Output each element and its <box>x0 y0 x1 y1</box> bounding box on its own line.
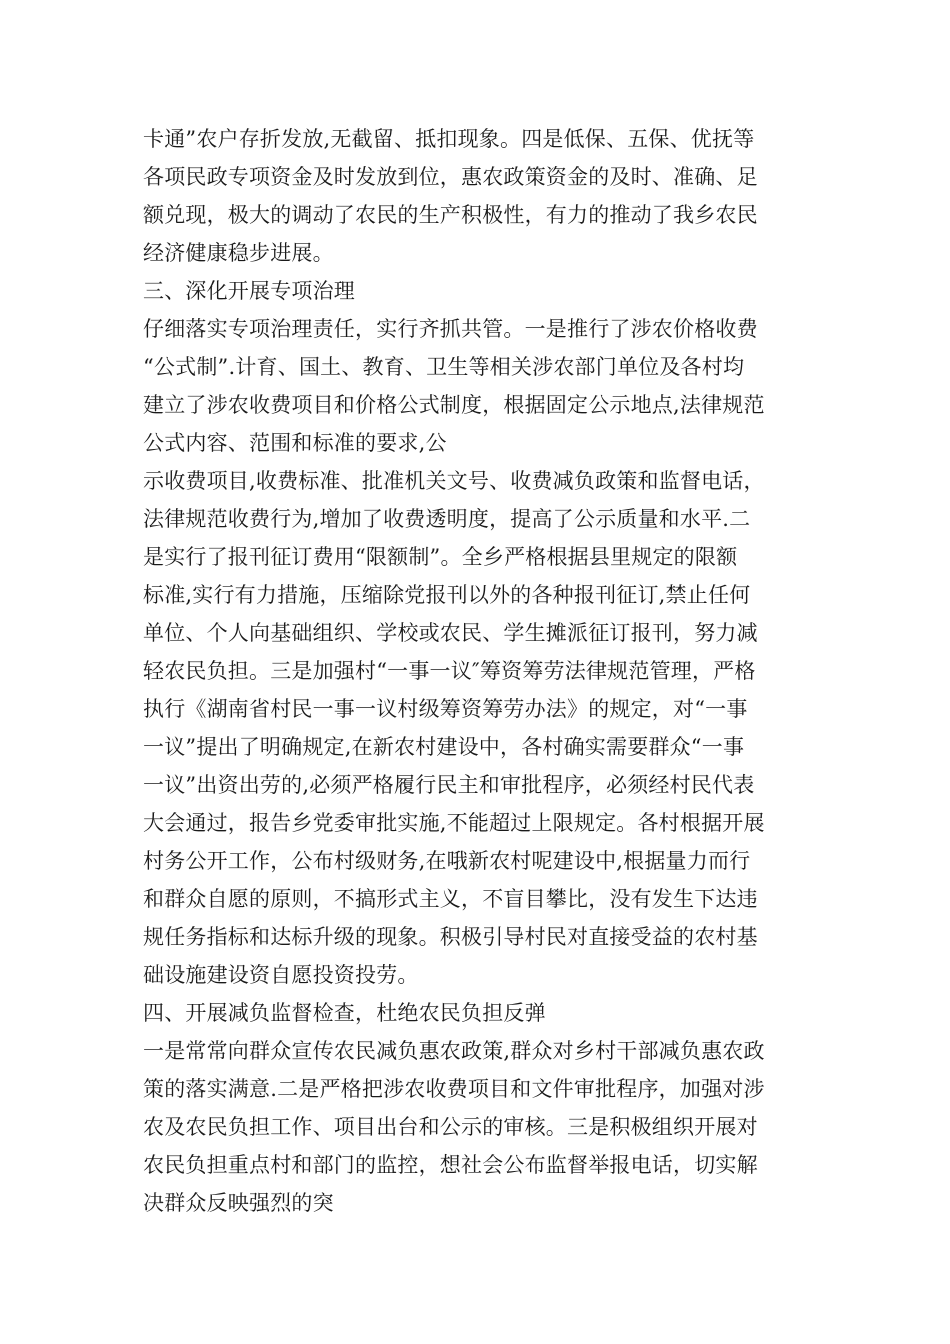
text-line: 大会通过，报告乡党委审批实施,不能超过上限规定。各村根据开展 <box>143 811 765 835</box>
text-line: 法律规范收费行为,增加了收费透明度，提高了公示质量和水平.二 <box>143 507 751 531</box>
text-line: 建立了涉农收费项目和价格公式制度，根据固定公示地点,法律规范 <box>143 393 765 417</box>
text-line: 卡通”农户存折发放,无截留、抵扣现象。四是低保、五保、优抚等 <box>143 127 755 151</box>
text-line: 执行《湖南省村民一事一议村级筹资筹劳办法》的规定，对“一事 <box>143 697 748 721</box>
text-line: 各项民政专项资金及时发放到位，惠农政策资金的及时、准确、足 <box>143 165 758 189</box>
text-line: 仔细落实专项治理责任，实行齐抓共管。一是推行了涉农价格收费 <box>143 317 758 341</box>
text-line: 经济健康稳步进展。 <box>143 241 334 265</box>
text-line: 是实行了报刊征订费用“限额制”。全乡严格根据县里规定的限额 <box>143 545 738 569</box>
text-line: 轻农民负担。三是加强村“一事一议″筹资筹劳法律规范管理，严格 <box>143 659 756 683</box>
section-heading: 三、深化开展专项治理 <box>143 279 355 303</box>
text-line: 单位、个人向基础组织、学校或农民、学生摊派征订报刊，努力减 <box>143 621 758 645</box>
text-line: 础设施建设资自愿投资投劳。 <box>143 963 419 987</box>
text-line: 一议”提出了明确规定,在新农村建设中，各村确实需要群众“一事 <box>143 735 745 759</box>
section-heading: 四、开展减负监督检查，杜绝农民负担反弹 <box>143 1001 546 1025</box>
document-body <box>143 120 833 1222</box>
text-line: 农民负担重点村和部门的监控，想社会公布监督举报电话，切实解 <box>143 1153 758 1177</box>
text-line: 公式内容、范围和标准的要求,公 <box>143 431 447 455</box>
text-line: 村务公开工作，公布村级财务,在哦新农村呢建设中,根据量力而行 <box>143 849 751 873</box>
text-line: 一是常常向群众宣传农民减负惠农政策,群众对乡村干部减负惠农政 <box>143 1039 765 1063</box>
text-line: 一议”出资出劳的,必须严格履行民主和审批程序，必须经村民代表 <box>143 773 755 797</box>
text-line: 额兑现，极大的调动了农民的生产积极性，有力的推动了我乡农民 <box>143 203 758 227</box>
text-line: 农及农民负担工作、项目出台和公示的审核。三是积极组织开展对 <box>143 1115 758 1139</box>
text-line: 决群众反映强烈的突 <box>143 1191 334 1215</box>
text-line: 策的落实满意.二是严格把涉农收费项目和文件审批程序，加强对涉 <box>143 1077 765 1101</box>
text-line: 标准,实行有力措施，压缩除党报刊以外的各种报刊征订,禁止任何 <box>143 583 751 607</box>
text-line: 和群众自愿的原则，不搞形式主义，不盲目攀比，没有发生下达违 <box>143 887 758 911</box>
text-line: 示收费项目,收费标准、批准机关文号、收费减负政策和监督电话， <box>143 469 765 493</box>
text-line: “公式制”.计育、国土、教育、卫生等相关涉农部门单位及各村均 <box>143 355 745 379</box>
text-line: 规任务指标和达标升级的现象。积极引导村民对直接受益的农村基 <box>143 925 758 949</box>
